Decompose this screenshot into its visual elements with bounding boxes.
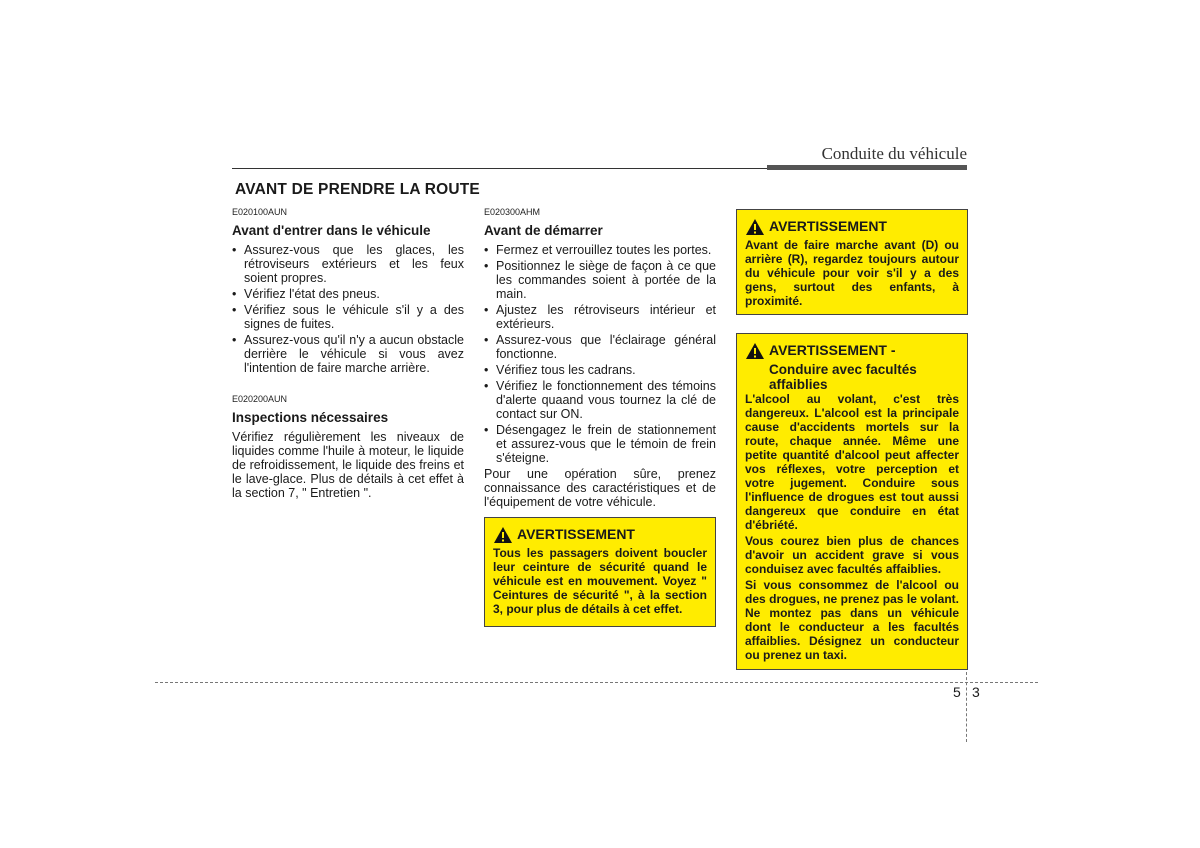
warning-text: Vous courez bien plus de chances d'avoir un accident grave si vous conduisez avec facultés affaiblies. (745, 534, 959, 576)
footer-vertical-rule (966, 672, 967, 742)
chapter-title: Conduite du véhicule (821, 144, 967, 163)
section-code: E020200AUN (232, 394, 288, 404)
list-item: • Fermez et verrouillez toutes les portes. (484, 243, 716, 257)
warning-triangle-icon (493, 526, 513, 544)
warning-header (745, 218, 959, 236)
page-chapter-number: 5 (953, 684, 961, 700)
warning-text: Tous les passagers doivent boucler leur ceinture de sécurité quand le véhicule est en mouvement. Voyez " Ceintures de sécurité ", à la section 3, pour plus de détails à cet effet. (493, 546, 707, 616)
checklist-before-entering (232, 243, 464, 375)
list-item: • Ajustez les rétroviseurs intérieur et extérieurs. (484, 303, 716, 331)
section-code: E020300AHM (484, 207, 541, 217)
subheading-before-entering: Avant d'entrer dans le véhicule (232, 223, 431, 238)
warning-box-impaired-driving (736, 333, 968, 670)
warning-triangle-icon (745, 342, 765, 360)
spacer (232, 377, 464, 394)
list-item: • Assurez-vous que les glaces, les rétroviseurs extérieurs et les feux soient propres. (232, 243, 464, 285)
warning-box-look-around (736, 209, 968, 315)
section-title: AVANT DE PRENDRE LA ROUTE (235, 181, 480, 198)
subheading-inspections: Inspections nécessaires (232, 410, 389, 425)
list-item: • Positionnez le siège de façon à ce que les commandes soient à portée de la main. (484, 259, 716, 301)
header-rule-thick (767, 165, 967, 170)
inspections-paragraph: Vérifiez régulièrement les niveaux de liquides comme l'huile à moteur, le liquide de refroidissement, le liquide des freins et le lave-glace. Plus de détails à cet effet à la section 7, " Entretien ". (232, 430, 464, 500)
list-item: • Assurez-vous qu'il n'y a aucun obstacle derrière le véhicule si vous avez l'intention de faire marche arrière. (232, 333, 464, 375)
list-item: • Vérifiez sous le véhicule s'il y a des signes de fuites. (232, 303, 464, 331)
list-item: • Vérifiez tous les cadrans. (484, 363, 716, 377)
page-number: 3 (972, 684, 980, 700)
warning-box-seat-belts (484, 517, 716, 627)
middle-column (484, 207, 716, 509)
list-item: • Vérifiez le fonctionnement des témoins d'alerte quaand vous tournez la clé de contact sur ON. (484, 379, 716, 421)
warning-header (745, 342, 959, 360)
list-item: • Assurez-vous que l'éclairage général fonctionne. (484, 333, 716, 361)
warning-title: AVERTISSEMENT (517, 526, 635, 542)
warning-subtitle: Conduire avec facultés affaiblies (769, 362, 917, 392)
left-column (232, 207, 464, 500)
subheading-before-starting: Avant de démarrer (484, 223, 603, 238)
warning-triangle-icon (745, 218, 765, 236)
warning-title: AVERTISSEMENT (769, 218, 887, 234)
warning-text: Si vous consommez de l'alcool ou des drogues, ne prenez pas le volant. Ne montez pas dans un véhicule dont le conducteur a les facultés affaiblies. Désignez un conducteur ou prenez un taxi. (745, 578, 959, 662)
warning-text: L'alcool au volant, c'est très dangereux. L'alcool est la principale cause d'accidents mortels sur la route, chaque année. Même une petite quantité d'alcool peut affecter vos réflexes, votre perception et votre jugement. Conduire sous l'influence de drogues est tout aussi dangereux que conduire en état d'ébriété. (745, 392, 959, 532)
list-item: • Désengagez le frein de stationnement et assurez-vous que le témoin de frein s'éteigne. (484, 423, 716, 465)
list-item: • Vérifiez l'état des pneus. (232, 287, 464, 301)
section-code: E020100AUN (232, 207, 288, 217)
checklist-before-starting (484, 243, 716, 465)
warning-header (493, 526, 707, 544)
warning-text: Avant de faire marche avant (D) ou arrière (R), regardez toujours autour du véhicule pour voir s'il y a des gens, surtout des enfants, à proximité. (745, 238, 959, 308)
safe-operation-paragraph: Pour une opération sûre, prenez connaissance des caractéristiques et de l'équipement de votre véhicule. (484, 467, 716, 509)
warning-title: AVERTISSEMENT - (769, 342, 896, 358)
footer-dashed-rule (155, 682, 1038, 683)
